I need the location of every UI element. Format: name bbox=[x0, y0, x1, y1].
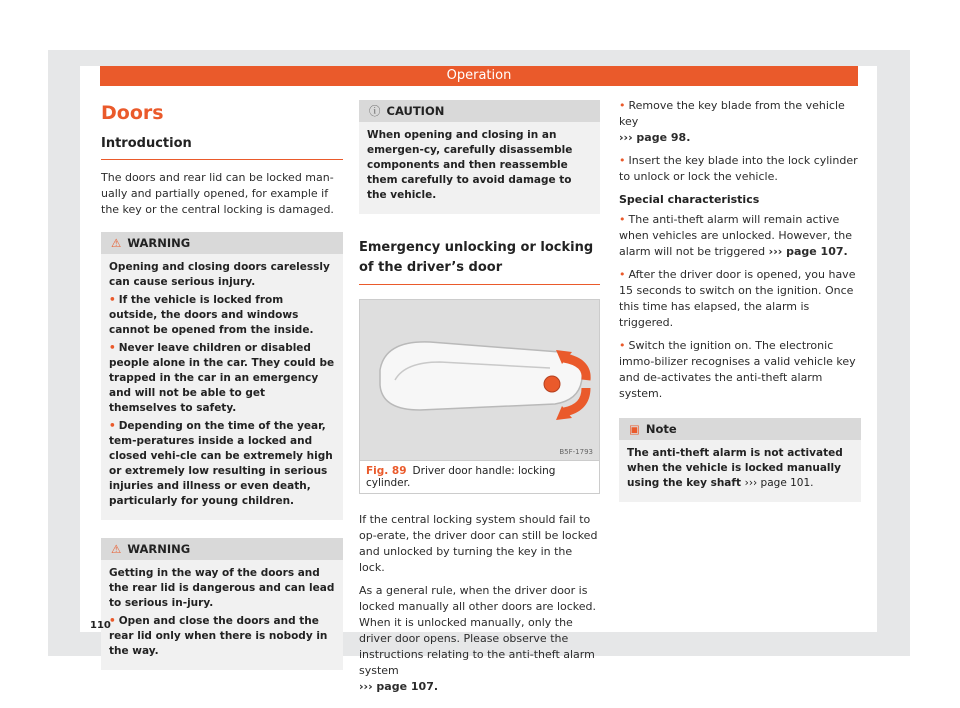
bullet-icon: • bbox=[619, 339, 626, 352]
page-title: Doors bbox=[101, 102, 164, 124]
warning-bullet bbox=[109, 614, 335, 659]
warning-bullet-text: Depending on the time of the year, tem-peratures inside a locked and closed vehi-cle can be extremely high or extremely low resulting in serious injuries and illness or even death, particularly for young children. bbox=[109, 420, 333, 507]
note-header bbox=[619, 418, 861, 440]
bullet-text: After the driver door is opened, you have 15 seconds to switch on the ignition. Once this time has elapsed, the alarm is triggered. bbox=[619, 268, 856, 329]
caution-text: When opening and closing in an emergen-cy, carefully disassemble components and then reassemble them carefully to avoid damage to the vehicle. bbox=[367, 129, 573, 201]
note-body bbox=[619, 440, 861, 502]
paragraph: If the central locking system should fail to op-erate, the driver door can still be locked and unlocked by turning the key in the lock. bbox=[359, 513, 598, 574]
bullet-item bbox=[619, 267, 861, 331]
warning-icon: ⚠ bbox=[111, 542, 122, 556]
warning-bullet bbox=[109, 419, 335, 509]
warning-bullet-text: Never leave children or disabled people alone in the car. They could be trapped in the car in an emergency and will not be able to get themselves to safety. bbox=[109, 342, 335, 414]
intro-paragraph: The doors and rear lid can be locked man-ually and partially opened, for example if the key or the central locking is damaged. bbox=[101, 171, 334, 216]
info-circle-icon: ⓘ bbox=[369, 104, 381, 118]
bullet-icon: • bbox=[109, 420, 116, 432]
bullet-text: Insert the key blade into the lock cylinder to unlock or lock the vehicle. bbox=[619, 154, 858, 183]
bullet-icon: • bbox=[109, 294, 116, 306]
column-middle bbox=[359, 100, 600, 702]
warning-lead: Getting in the way of the doors and the rear lid is dangerous and can lead to serious in-jury. bbox=[109, 567, 335, 609]
page-number: 110 bbox=[90, 620, 111, 631]
warning-body bbox=[101, 254, 343, 520]
warning-box-1 bbox=[101, 232, 343, 520]
door-handle-svg bbox=[360, 300, 599, 460]
note-box bbox=[619, 418, 861, 502]
paragraph-text: As a general rule, when the driver door is locked manually all other doors are locked. When it is unlocked manually, only the driver door opens. Please observe the instructions relating to the anti-theft alarm system bbox=[359, 584, 597, 677]
caution-box bbox=[359, 100, 600, 214]
note-icon: ▣ bbox=[629, 422, 640, 436]
warning-box-2 bbox=[101, 538, 343, 670]
bullet-text: Remove the key blade from the vehicle key bbox=[619, 99, 845, 128]
section-subtitle: Introduction bbox=[101, 136, 343, 160]
warning-label: WARNING bbox=[127, 542, 191, 556]
page-reference-link[interactable]: ››› page 107. bbox=[768, 245, 848, 258]
warning-icon: ⚠ bbox=[111, 236, 122, 250]
column-right bbox=[619, 98, 861, 516]
figure-caption-text: Driver door handle: locking cylinder. bbox=[366, 465, 556, 489]
bullet-text: Switch the ignition on. The electronic immo-bilizer recognises a valid vehicle key and de-activates the anti-theft alarm system. bbox=[619, 339, 856, 400]
warning-lead: Opening and closing doors carelessly can cause serious injury. bbox=[109, 261, 330, 288]
bullet-icon: • bbox=[619, 154, 626, 167]
page-reference-link[interactable]: ››› page 107. bbox=[359, 680, 439, 693]
bullet-text: The anti-theft alarm will remain active when vehicles are unlocked. However, the alarm will not be triggered bbox=[619, 213, 853, 258]
warning-bullet-text: If the vehicle is locked from outside, the doors and windows cannot be opened from the inside. bbox=[109, 294, 314, 336]
section-header: Operation bbox=[100, 66, 858, 86]
bullet-item bbox=[619, 338, 861, 402]
bullet-icon: • bbox=[109, 342, 116, 354]
caution-header bbox=[359, 100, 600, 122]
warning-header bbox=[101, 232, 343, 254]
bullet-item bbox=[619, 153, 861, 185]
warning-label: WARNING bbox=[127, 236, 191, 250]
bullet-icon: • bbox=[619, 213, 626, 226]
page-reference-link[interactable]: ››› page 98. bbox=[619, 131, 691, 144]
caution-label: CAUTION bbox=[386, 104, 445, 118]
warning-bullet-text: Open and close the doors and the rear lid only when there is nobody in the way. bbox=[109, 615, 328, 657]
warning-body bbox=[101, 560, 343, 670]
note-text bbox=[627, 446, 853, 491]
figure-caption bbox=[360, 460, 599, 493]
door-handle-illustration bbox=[360, 300, 599, 460]
warning-bullet bbox=[109, 341, 335, 416]
section-heading: Emergency unlocking or locking of the driver’s door bbox=[359, 238, 600, 285]
warning-header bbox=[101, 538, 343, 560]
bullet-icon: • bbox=[619, 99, 626, 112]
column-left bbox=[101, 92, 343, 684]
page-reference-link[interactable]: ››› page 101. bbox=[744, 477, 814, 489]
paragraph bbox=[359, 583, 600, 695]
figure bbox=[359, 299, 600, 494]
figure-code: B5F-1793 bbox=[559, 448, 593, 456]
note-label: Note bbox=[645, 422, 677, 436]
note-text-body: The anti-theft alarm is not activated when the vehicle is locked manually using the key shaft bbox=[627, 447, 843, 489]
bullet-icon: • bbox=[619, 268, 626, 281]
bullet-item bbox=[619, 212, 861, 260]
subheading: Special characteristics bbox=[619, 193, 760, 206]
figure-label: Fig. 89 bbox=[366, 465, 407, 477]
warning-bullet bbox=[109, 293, 335, 338]
bullet-icon: • bbox=[109, 615, 116, 627]
caution-body bbox=[359, 122, 600, 214]
bullet-item bbox=[619, 98, 861, 146]
